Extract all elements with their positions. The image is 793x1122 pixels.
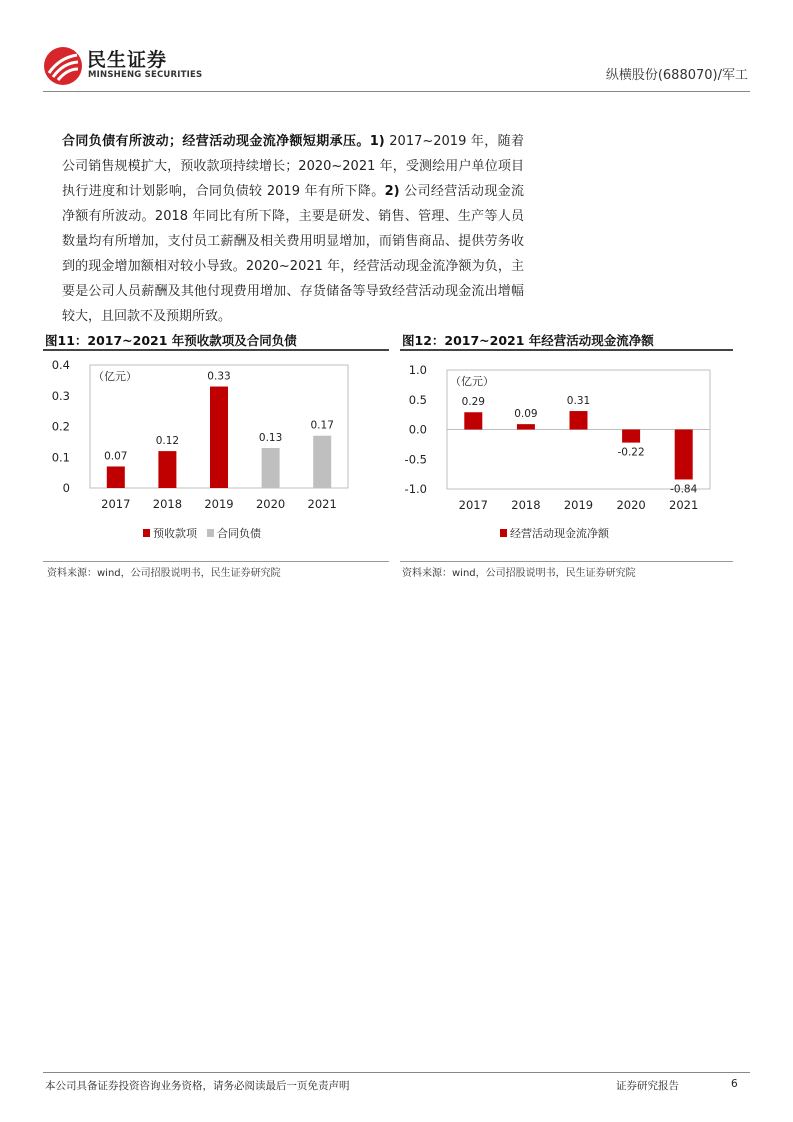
- fig11-bar: [107, 466, 125, 488]
- fig12-data-label: 0.31: [566, 395, 591, 408]
- fig11-legend-swatch: [207, 529, 214, 537]
- fig11-x-label: 2019: [204, 497, 234, 511]
- fig12-x-label: 2017: [458, 498, 488, 512]
- fig11-y-tick: 0.3: [51, 388, 70, 403]
- fig12-legend-swatch: [500, 529, 507, 537]
- header-divider: [43, 91, 750, 92]
- fig12-chart: [400, 355, 733, 555]
- fig11-legend-label: 预收款项: [153, 527, 197, 540]
- fig11-chart: [43, 355, 389, 555]
- fig11-data-label: 0.33: [207, 370, 231, 383]
- fig12-bar: [517, 424, 535, 429]
- footer-disclaimer: 本公司具备证券投资咨询业务资格，请务必阅读最后一页免责声明: [45, 1080, 350, 1092]
- fig12-y-tick: 0.0: [408, 422, 427, 437]
- fig11-source-rule: [43, 561, 389, 562]
- fig11-bar: [262, 448, 280, 488]
- fig11-data-label: 0.17: [310, 419, 334, 432]
- fig11-data-label: 0.12: [155, 435, 180, 448]
- fig11-x-label: 2018: [152, 497, 183, 511]
- paragraph-lead-bold: 合同负债有所波动；经营活动现金流净额短期承压。1): [62, 134, 385, 149]
- footer-divider: [43, 1072, 750, 1073]
- fig11-legend-label: 合同负债: [217, 527, 261, 540]
- fig12-title: 图12：2017~2021 年经营活动现金流净额: [402, 333, 654, 348]
- fig12-y-tick: 0.5: [408, 392, 427, 407]
- fig12-x-label: 2020: [616, 498, 646, 512]
- fig12-data-label: 0.09: [514, 408, 538, 421]
- footer-report-type: 证券研究报告: [616, 1080, 679, 1092]
- fig12-data-label: -0.84: [670, 483, 698, 496]
- fig12-bar: [464, 412, 482, 429]
- logo-mark-icon: [43, 46, 83, 86]
- fig11-bar: [313, 436, 331, 488]
- body-paragraph: [62, 129, 524, 329]
- fig12-bar: [570, 411, 588, 429]
- fig11-source: 资料来源：wind，公司招股说明书，民生证券研究院: [47, 568, 281, 579]
- fig12-source: 资料来源：wind，公司招股说明书，民生证券研究院: [402, 568, 636, 579]
- paragraph-point-2: 2): [384, 184, 400, 199]
- paragraph-text-1: 2017~2019 年，随着公司销售规模扩大，预收款项持续增长；2020~2021 年，受测绘用户单位项目执行进度和计划影响，合同负债较 2019 年有所下降。: [62, 134, 524, 199]
- fig11-x-label: 2021: [307, 497, 337, 511]
- fig11-title-rule: [43, 349, 389, 351]
- fig12-source-rule: [400, 561, 733, 562]
- fig11-y-tick: 0.2: [51, 419, 70, 434]
- fig11-x-label: 2020: [255, 497, 286, 511]
- fig12-x-label: 2018: [511, 498, 541, 512]
- fig11-y-tick: 0.4: [51, 358, 70, 372]
- fig12-y-tick: -1.0: [404, 482, 427, 496]
- fig12-bar: [622, 430, 640, 443]
- fig12-legend-label: 经营活动现金流净额: [510, 527, 609, 540]
- fig11-x-label: 2017: [101, 497, 131, 511]
- paragraph-text-2: 公司经营活动现金流净额有所波动。2018 年同比有所下降，主要是研发、销售、管理、生产等人员数量均有所增加，支付员工薪酬及相关费用明显增加，而销售商品、提供劳务收到的现金增加额相对较小导致。2020~2021 年，经营活动现金流净额为负，主要是公司人员薪酬及其他付现费用增加、存货储备等导致经营活动现金流出增幅较大，且回款不及预期所致。: [62, 184, 524, 324]
- fig11-unit-label: （亿元）: [93, 370, 137, 383]
- logo-text-cn: 民生证券: [87, 49, 168, 71]
- fig12-unit-label: （亿元）: [450, 375, 494, 388]
- company-logo: [43, 44, 203, 88]
- fig12-y-tick: -0.5: [404, 452, 427, 467]
- fig11-y-tick: 0.1: [51, 450, 70, 465]
- page-number: 6: [731, 1078, 738, 1090]
- fig11-bar: [210, 387, 228, 488]
- fig12-x-label: 2021: [669, 498, 699, 512]
- fig12-title-rule: [400, 349, 733, 351]
- fig11-bar: [158, 451, 176, 488]
- fig12-bar: [675, 430, 693, 480]
- fig12-x-label: 2019: [563, 498, 594, 512]
- fig11-data-label: 0.13: [258, 432, 283, 445]
- fig12-data-label: -0.22: [617, 446, 645, 459]
- stock-label: 纵横股份(688070)/军工: [605, 68, 748, 83]
- fig11-title: 图11：2017~2021 年预收款项及合同负债: [45, 333, 297, 348]
- logo-text-en: MINSHENG SECURITIES: [88, 70, 203, 80]
- fig11-legend-swatch: [143, 529, 150, 537]
- fig12-data-label: 0.29: [461, 396, 485, 409]
- fig12-y-tick: 1.0: [408, 363, 427, 377]
- fig11-data-label: 0.07: [104, 450, 128, 463]
- fig11-y-tick: 0: [62, 481, 70, 495]
